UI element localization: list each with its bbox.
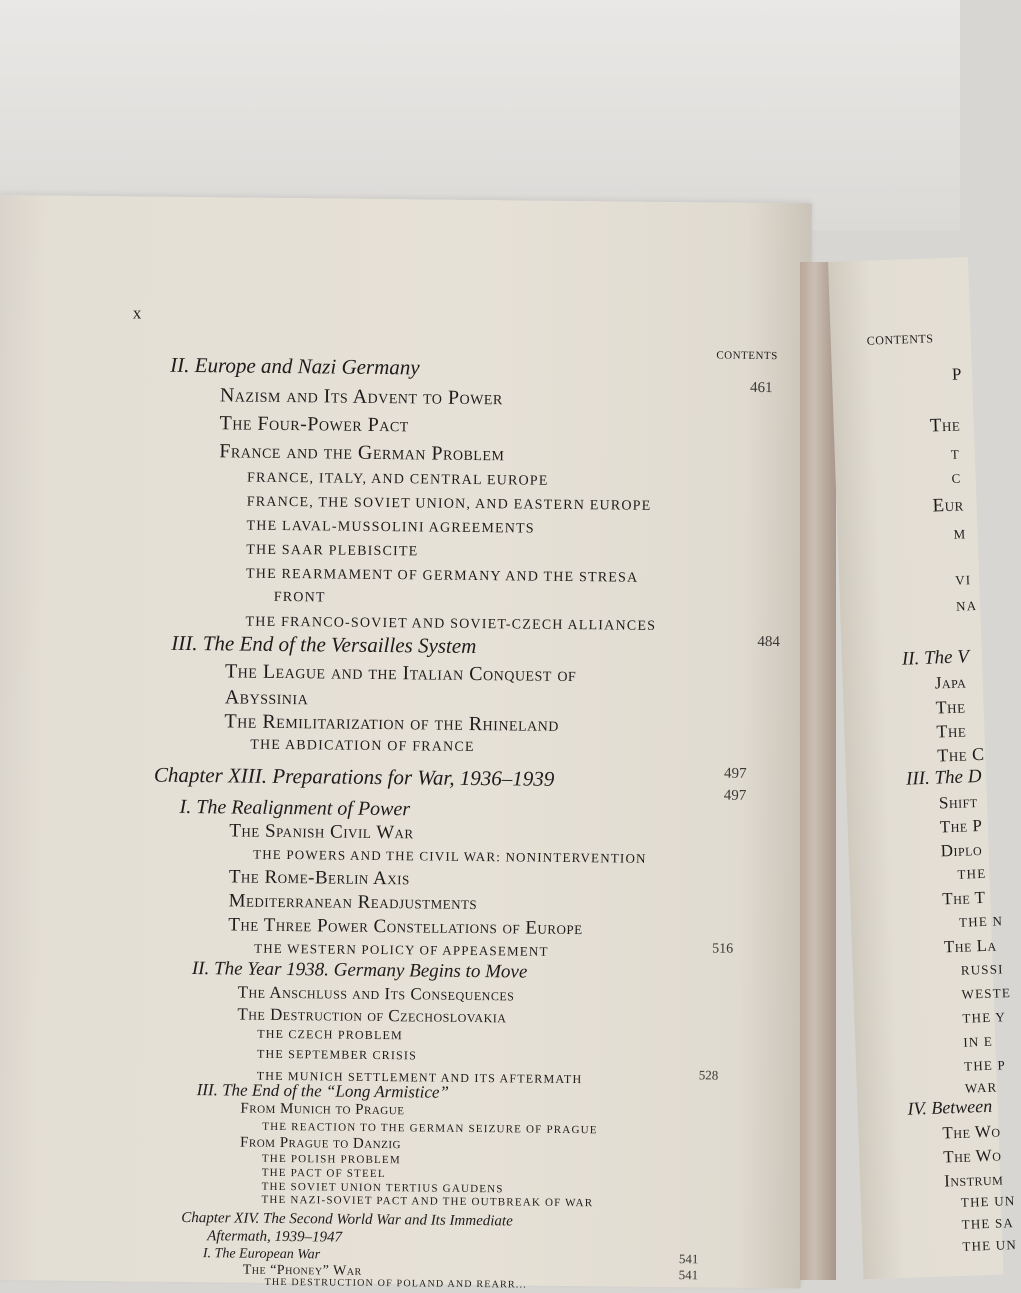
toc-entry: III. The End of the Versailles System (171, 630, 477, 659)
toc-fragment: The T (941, 887, 986, 909)
toc-fragment: THE UN (960, 1193, 1016, 1210)
toc-fragment: T (950, 446, 961, 462)
toc-entry: FRONT (273, 589, 326, 606)
toc-entry: Mediterranean Readjustments (228, 890, 478, 915)
left-page (0, 195, 812, 1291)
toc-fragment: The Wo (942, 1121, 1001, 1143)
toc-fragment: Eur (932, 494, 965, 517)
chapter-heading: Aftermath, 1939–1947 (207, 1228, 343, 1246)
toc-entry: Abyssinia (224, 686, 309, 710)
toc-entry: THE NAZI-SOVIET PACT AND THE OUTBREAK OF WAR (261, 1193, 594, 1210)
toc-entry: II. The Year 1938. Germany Begins to Move (191, 958, 528, 983)
toc-entry: THE SAAR PLEBISCITE (246, 542, 419, 560)
toc-entry: FRANCE, THE SOVIET UNION, AND EASTERN EUROPE (246, 494, 652, 514)
toc-entry: From Prague to Danzig (240, 1134, 402, 1153)
toc-entry: THE MUNICH SETTLEMENT AND ITS AFTERMATH (256, 1068, 583, 1087)
toc-fragment: WAR (964, 1079, 998, 1096)
toc-fragment: The (935, 696, 966, 718)
toc-entry: THE POWERS AND THE CIVIL WAR: NONINTERVENTION (253, 846, 647, 866)
toc-fragment: THE Y (962, 1009, 1007, 1026)
toc-entry: From Munich to Prague (240, 1100, 405, 1119)
toc-entry: I. The Realignment of Power (179, 795, 411, 821)
toc-fragment: P (951, 364, 963, 384)
toc-fragment: THE (957, 865, 987, 882)
toc-fragment: THE UN (962, 1237, 1018, 1254)
toc-entry: III. The End of the “Long Armistice” (196, 1080, 450, 1102)
toc-entry: The Destruction of Czechoslovakia (237, 1004, 507, 1027)
toc-fragment: WESTE (961, 985, 1012, 1002)
toc-page-number: 541 (678, 1251, 699, 1267)
chapter-heading: Chapter XIII. Preparations for War, 1936–1939 (153, 762, 555, 791)
toc-fragment: II. The V (901, 646, 970, 670)
toc-fragment: THE P (963, 1057, 1007, 1074)
background-wall (0, 0, 960, 230)
toc-entry: THE SEPTEMBER CRISIS (256, 1046, 418, 1063)
toc-entry: Nazism and Its Advent to Power (219, 384, 503, 410)
toc-entry: II. Europe and Nazi Germany (170, 352, 420, 380)
toc-page-number: 497 (723, 787, 747, 804)
toc-entry: The Rome-Berlin Axis (228, 866, 410, 890)
toc-entry: THE SOVIET UNION TERTIUS GAUDENS (261, 1180, 504, 1196)
toc-fragment: Shift (938, 792, 978, 813)
toc-entry: The League and the Italian Conquest of (224, 660, 577, 687)
toc-page-number: 484 (757, 633, 780, 651)
toc-page-number: 461 (749, 379, 773, 397)
running-head: CONTENTS (866, 331, 934, 348)
toc-fragment: NA (955, 598, 978, 614)
toc-entry: THE DESTRUCTION OF POLAND AND REARR... (264, 1276, 527, 1291)
page-folio: x (132, 303, 142, 323)
toc-entry: I. The European War (202, 1246, 321, 1263)
right-page (828, 257, 1018, 1279)
toc-fragment: The (936, 720, 967, 742)
toc-entry: France and the German Problem (219, 440, 505, 466)
toc-entry: The “Phoney” War (242, 1262, 362, 1279)
toc-fragment: The Wo (942, 1145, 1002, 1167)
toc-page-number: 528 (698, 1067, 719, 1083)
toc-entry: The Four-Power Pact (219, 412, 409, 437)
toc-fragment: THE SA (961, 1215, 1015, 1232)
toc-entry: THE LAVAL-MUSSOLINI AGREEMENTS (246, 518, 535, 537)
book-gutter (800, 262, 836, 1280)
toc-entry: THE POLISH PROBLEM (261, 1152, 401, 1167)
toc-entry: THE PACT OF STEEL (261, 1166, 386, 1181)
running-head: CONTENTS (716, 349, 778, 363)
toc-entry: The Three Power Constellations of Europe (228, 914, 583, 940)
toc-entry: THE REACTION TO THE GERMAN SEIZURE OF PRAGUE (262, 1120, 598, 1137)
toc-entry: FRANCE, ITALY, AND CENTRAL EUROPE (246, 470, 549, 489)
toc-fragment: IV. Between (907, 1095, 993, 1119)
toc-fragment: Japa (934, 672, 967, 693)
toc-fragment: The P (939, 815, 983, 837)
toc-fragment: C (951, 470, 962, 486)
toc-fragment: Instrum (943, 1169, 1004, 1191)
toc-entry: THE ABDICATION OF FRANCE (250, 737, 475, 756)
toc-fragment: Diplo (940, 839, 983, 861)
toc-fragment: RUSSI (960, 961, 1004, 978)
toc-entry: The Spanish Civil War (229, 820, 414, 844)
toc-fragment: THE N (958, 913, 1004, 930)
toc-fragment: The (929, 414, 961, 437)
toc-entry: THE REARMAMENT OF GERMANY AND THE STRESA (245, 566, 639, 586)
toc-fragment: The La (943, 935, 997, 957)
toc-fragment: M (953, 526, 967, 542)
toc-entry: The Anschluss and Its Consequences (237, 982, 515, 1005)
toc-fragment: VI (954, 572, 972, 588)
toc-fragment: IN E (963, 1033, 994, 1050)
toc-entry: The Remilitarization of the Rhineland (224, 710, 560, 736)
chapter-heading: Chapter XIV. The Second World War and Its Immediate (181, 1209, 513, 1230)
toc-page-number: 516 (712, 941, 734, 957)
toc-fragment: The C (936, 743, 985, 766)
toc-fragment: III. The D (905, 765, 982, 790)
toc-entry: THE FRANCO-SOVIET AND SOVIET-CZECH ALLIANCES (245, 614, 657, 634)
toc-page-number: 541 (678, 1267, 699, 1283)
toc-page-number: 497 (723, 765, 747, 782)
toc-entry: THE WESTERN POLICY OF APPEASEMENT (254, 940, 549, 959)
toc-entry: THE CZECH PROBLEM (257, 1026, 404, 1043)
